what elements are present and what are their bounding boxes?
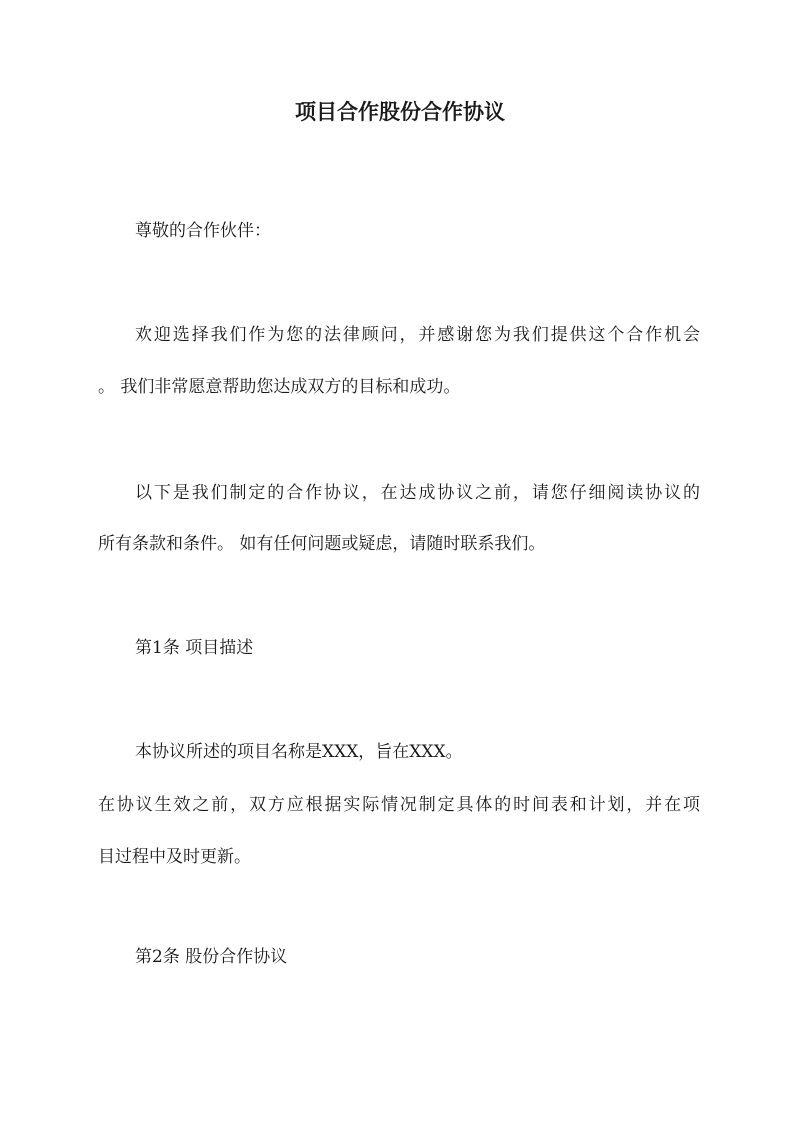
document-title: 项目合作股份合作协议 [295,99,505,124]
intro-line-1: 欢迎选择我们作为您的法律顾问，并感谢您为我们提供这个合作机会 [135,325,700,345]
article-1-heading: 第1条 项目描述 [135,638,254,658]
intro-line-2: 。 我们非常愿意帮助您达成双方的目标和成功。 [98,377,461,397]
notice-line-1: 以下是我们制定的合作协议，在达成协议之前，请您仔细阅读协议的 [135,483,700,503]
notice-line-2: 所有条款和条件。 如有任何问题或疑虑，请随时联系我们。 [98,534,546,554]
article-1-paragraph-2-line-2: 目过程中及时更新。 [98,847,251,867]
article-1-paragraph-2-line-1: 在协议生效之前，双方应根据实际情况制定具体的时间表和计划，并在项 [98,795,700,815]
article-2-heading: 第2条 股份合作协议 [135,947,288,967]
salutation: 尊敬的合作伙伴： [135,221,271,241]
article-1-paragraph-1: 本协议所述的项目名称是XXX，旨在XXX。 [135,742,463,762]
